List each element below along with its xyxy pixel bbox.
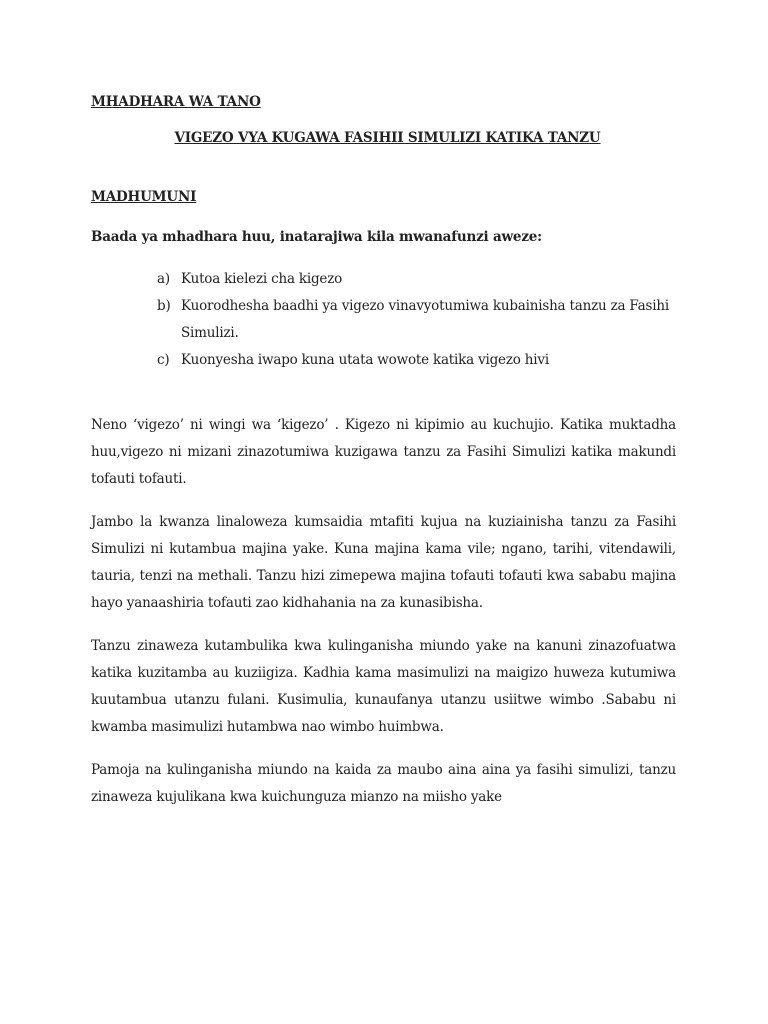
objective-text: Kutoa kielezi cha kigezo — [181, 271, 343, 287]
objectives-list — [91, 266, 676, 374]
objective-item — [157, 266, 676, 293]
objective-text: Kuonyesha iwapo kuna utata wowote katika vigezo hivi — [181, 352, 549, 368]
objectives-intro: Baada ya mhadhara huu, inatarajiwa kila mwanafunzi aweze: — [91, 229, 542, 245]
objective-marker: b) — [157, 298, 171, 314]
body-paragraph: Jambo la kwanza linaloweza kumsaidia mtafiti kujua na kuziainisha tanzu za Fasihi Simulizi ni kutambua majina yake. Kuna majina kama vile; ngano, tarihi, vitendawili, tauria, tenzi na methali. Tanzu hizi zimepewa majina tofauti tofauti kwa sababu majina hayo yanaashiria tofauti zao kidhahania na za kunasibisha. — [91, 514, 676, 611]
body-paragraph: Pamoja na kulinganisha miundo na kaida za maubo aina aina ya fasihi simulizi, tanzu zinaweza kujulikana kwa kuichunguza mianzo na miisho yake — [91, 762, 676, 805]
document-title: VIGEZO VYA KUGAWA FASIHII SIMULIZI KATIKA TANZU — [174, 130, 601, 146]
objective-text: Kuorodhesha baadhi ya vigezo vinavyotumiwa kubainisha tanzu za Fasihi Simulizi. — [181, 298, 669, 341]
lecture-title: MHADHARA WA TANO — [91, 94, 261, 110]
objective-marker: a) — [157, 271, 170, 287]
objective-marker: c) — [157, 352, 170, 368]
objective-item — [157, 347, 676, 374]
objectives-heading: MADHUMUNI — [91, 189, 197, 205]
body-paragraph: Neno ‘vigezo’ ni wingi wa ‘kigezo’ . Kigezo ni kipimio au kuchujio. Katika muktadha huu,vigezo ni mizani zinazotumiwa kuzigawa tanzu za Fasihi Simulizi katika makundi tofauti tofauti. — [91, 417, 676, 487]
body-paragraph: Tanzu zinaweza kutambulika kwa kulinganisha miundo yake na kanuni zinazofuatwa katika kuzitamba au kuziigiza. Kadhia kama masimulizi na maigizo huweza kutumiwa kuutambua utanzu fulani. Kusimulia, kunaufanya utanzu usiitwe wimbo .Sababu ni kwamba masimulizi hutambwa nao wimbo huimbwa. — [91, 638, 676, 735]
objective-item — [157, 293, 676, 347]
